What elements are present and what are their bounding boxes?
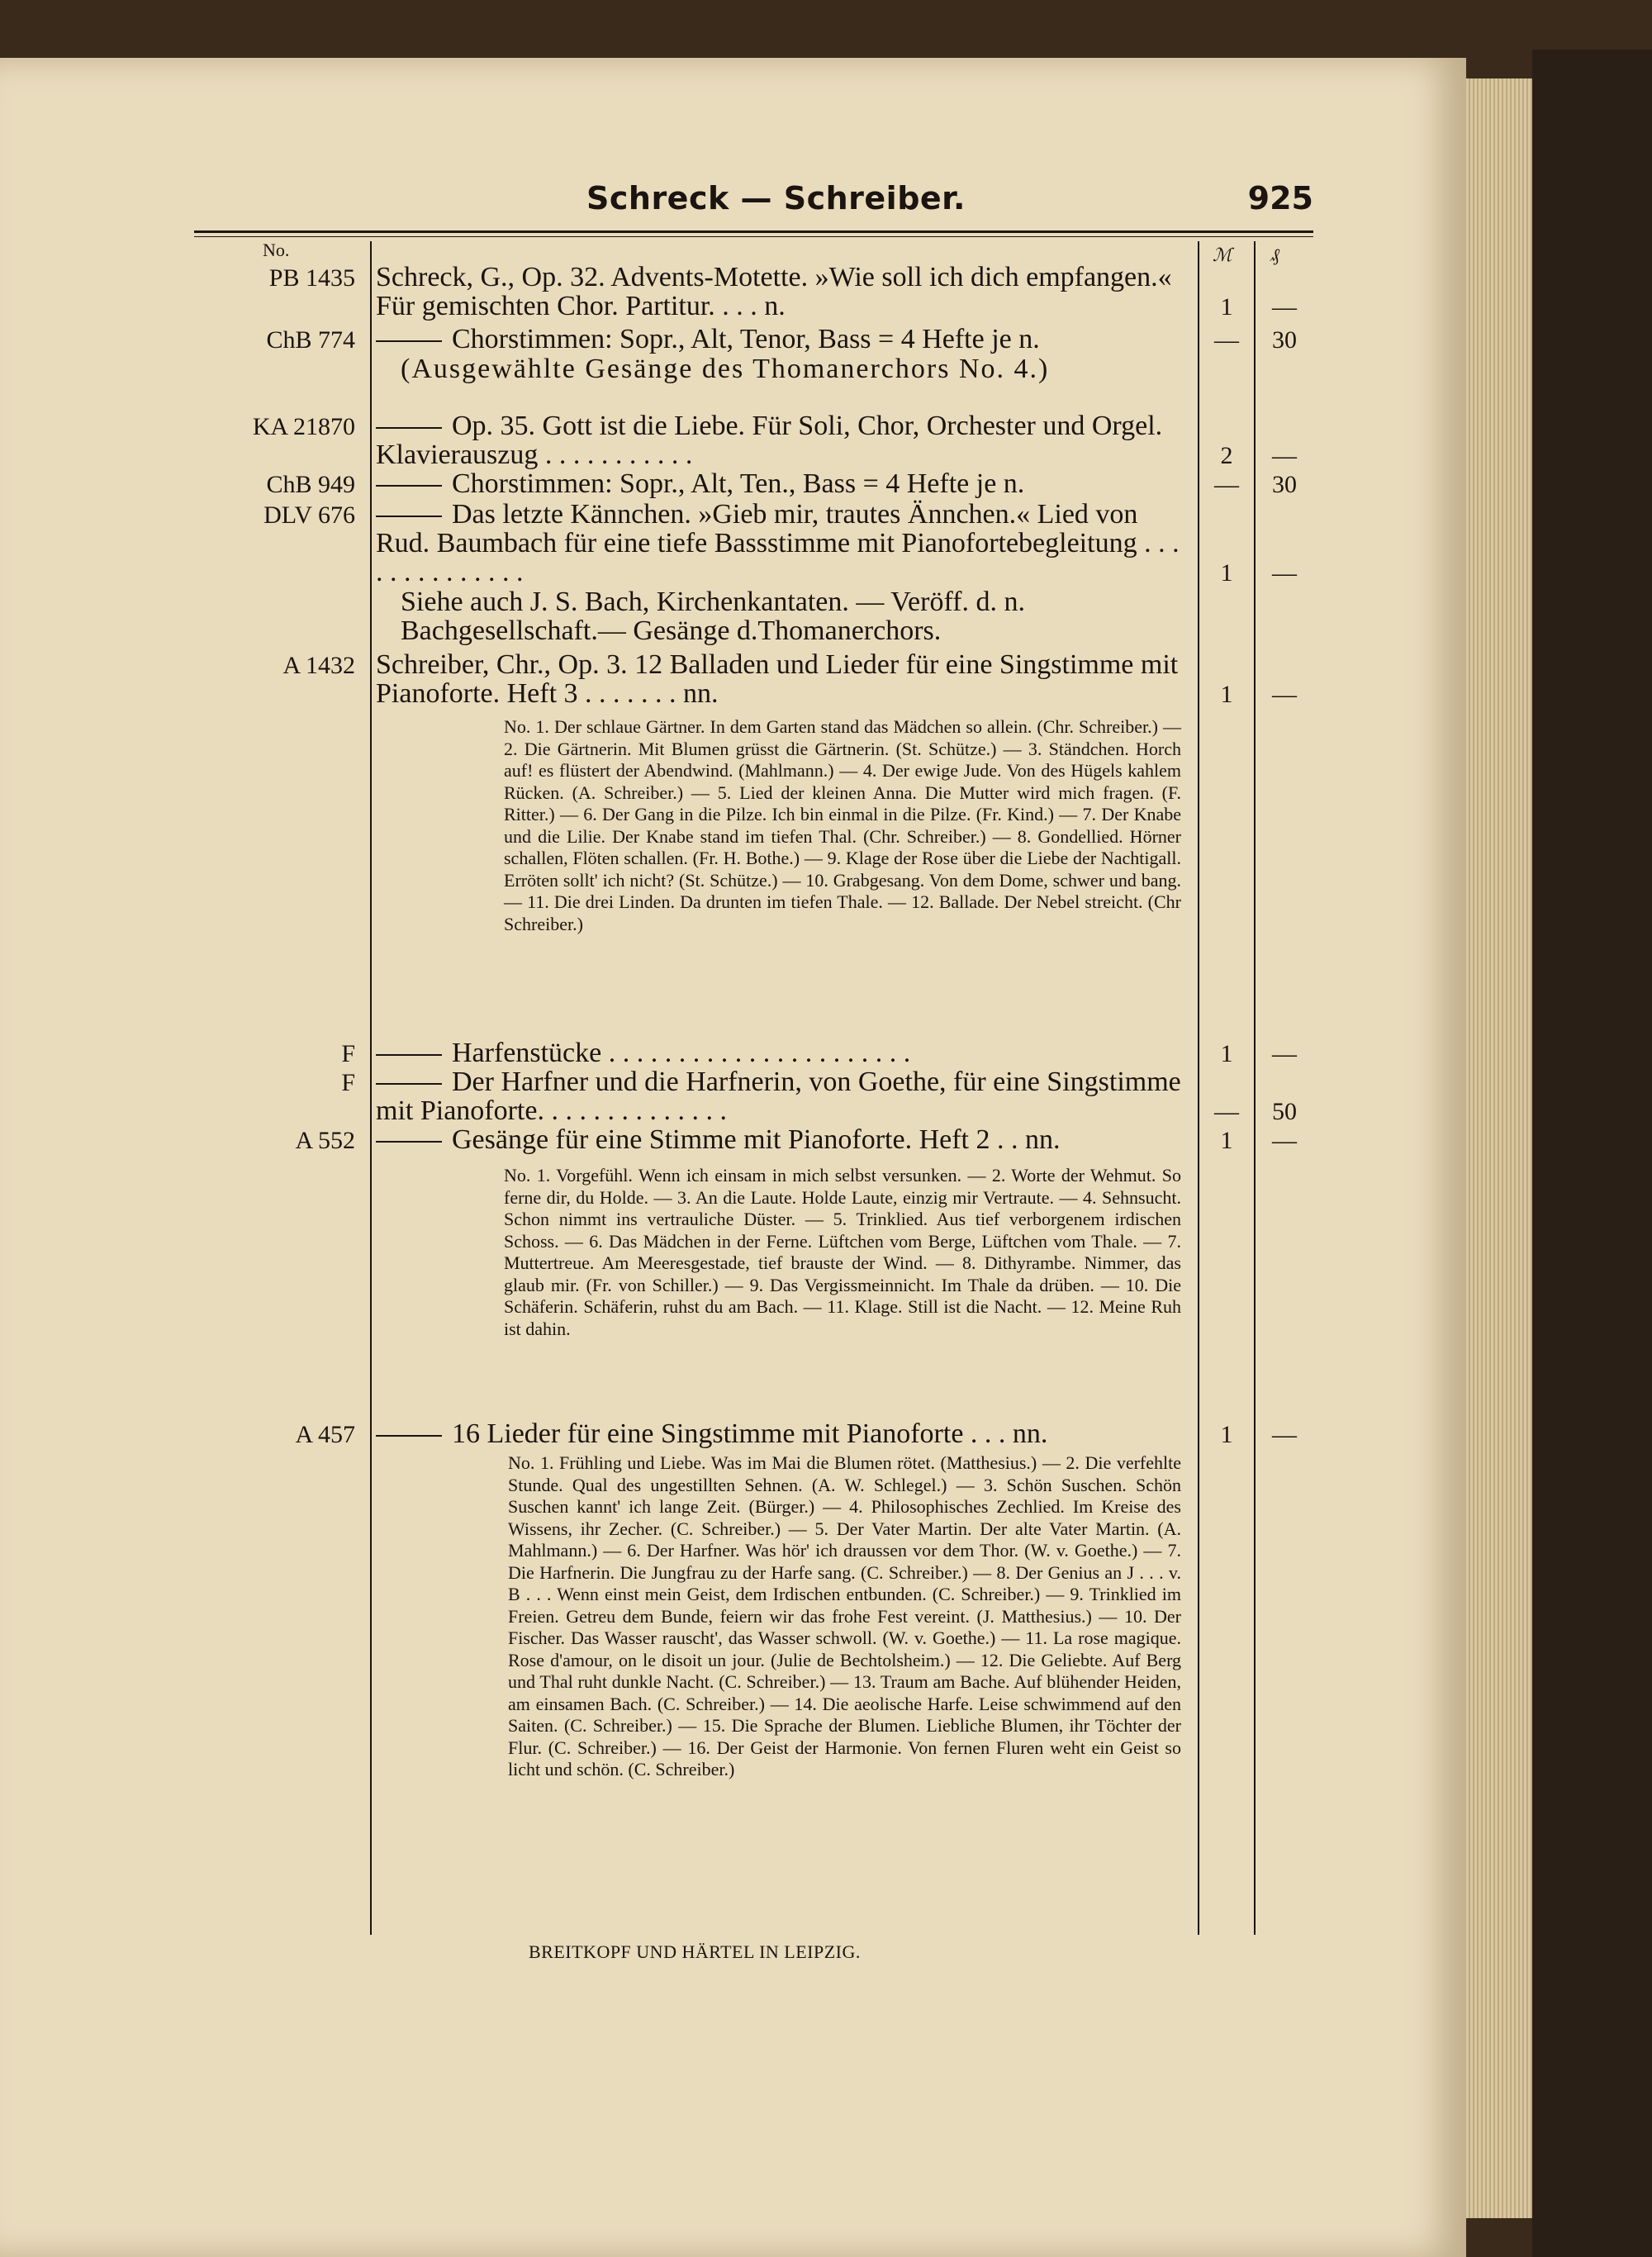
ditto-dash	[376, 340, 442, 342]
book-page	[0, 58, 1466, 2257]
price-mark: —	[1214, 471, 1239, 498]
ditto-dash	[376, 1054, 442, 1056]
entry-text: Schreiber, Chr., Op. 3. 12 Balladen und Lieder für eine Singstimme mit Pianoforte. Heft 3 . . . . . . . nn.	[376, 649, 1179, 709]
header-rule	[194, 230, 1313, 233]
entry-line	[376, 1125, 1189, 1154]
header-rule-thin	[194, 236, 1313, 237]
price-pfennig: —	[1272, 1040, 1297, 1067]
entry-text: Chorstimmen: Sopr., Alt, Ten., Bass = 4 Hefte je n.	[452, 468, 1025, 499]
entry-code: F	[341, 1040, 355, 1067]
price-mark: 1	[1220, 293, 1233, 321]
ditto-dash	[376, 516, 442, 517]
entry-code: ChB 774	[266, 326, 355, 354]
entry-code: PB 1435	[268, 264, 355, 292]
ditto-dash	[376, 1141, 442, 1143]
see-also-note: Siehe auch J. S. Bach, Kirchenkantaten. — Veröff. d. n. Bachgesellschaft.— Gesänge d.Thomanerchors.	[401, 587, 1026, 646]
entry-code: ChB 949	[266, 471, 355, 498]
entry-line	[376, 325, 1189, 354]
entry-text: Chorstimmen: Sopr., Alt, Tenor, Bass = 4 Hefte je n.	[452, 324, 1040, 354]
price-mark: —	[1214, 1098, 1239, 1125]
entry-line	[376, 500, 1189, 587]
price-pfennig: —	[1272, 293, 1297, 321]
page-header	[190, 180, 1313, 221]
entry-text: 16 Lieder für eine Singstimme mit Pianoforte . . . nn.	[452, 1418, 1048, 1449]
contents-list: No. 1. Der schlaue Gärtner. In dem Garten stand das Mädchen so allein. (Chr. Schreiber.) — 2. Die Gärtnerin. Mit Blumen grüsst die Gärtnerin. (St. Schütze.) — 3. Ständchen. Horch auf! es flüstert der Abendwind. (Mahlmann.) — 4. Der ewige Jude. Von des Hügels kahlem Rücken. (A. Schreiber.) — 5. Lied der kleinen Anna. Die Mutter wird mich fragen. (F. Ritter.) — 6. Der Gang in die Pilze. Ich bin einmal in die Pilze. (Fr. Kind.) — 7. Der Knabe und die Lilie. Der Knabe stand im tiefen Thal. (Chr. Schreiber.) — 8. Gondellied. Hörner schallen, Flöten schallen. (Fr. H. Bothe.) — 9. Klage der Rose über die Liebe der Nachtigall. Erröten sollt' ich nicht? (St. Schütze.) — 10. Grabgesang. Von dem Dome, schwer und bang. — 11. Die drei Linden. Da drunten im tiefen Thale. — 12. Ballade. Der Nebel streicht. (Chr Schreiber.)	[504, 716, 1181, 934]
contents-list: No. 1. Frühling und Liebe. Was im Mai die Blumen rötet. (Matthesius.) — 2. Die verfehlte Stunde. Qual des ungestillten Sehnen. (A. W. Schlegel.) — 3. Schön Suschen. Schön Suschen kannt' ich lange Zeit. (Bürger.) — 4. Philosophisches Zechlied. Im Kreise des Wissens, ihr Zecher. (C. Schreiber.) — 5. Der Vater Martin. Der alte Vater Martin. (A. Mahlmann.) — 6. Der Harfner. Was hör' ich draussen vor dem Thor. (W. v. Goethe.) — 7. Die Harfnerin. Die Jungfrau zu der Harfe sang. (C. Schreiber.) — 8. Der Genius an J . . . v. B . . . Wenn einst mein Geist, dem Irdischen entbunden. (C. Schreiber.) — 9. Trinklied im Freien. Getreu dem Bunde, feiern wir das frohe Fest vereint. (J. Matthesius.) — 10. Der Fischer. Das Wasser rauscht', das Wasser schwoll. (W. v. Goethe.) — 11. La rose magique. Rose d'amour, on le disoit un jour. (Julie de Bechtolsheim.) — 12. Die Geliebte. Auf Berg und Thal ruht dunkle Nacht. (C. Schreiber.) — 13. Traum am Bache. Auf blühender Heiden, am einsamen Bach. (C. Schreiber.) — 14. Die aeolische Harfe. Leise schwimmend auf den Saiten. (C. Schreiber.) — 15. Die Sprache der Blumen. Liebliche Blumen, ihr Töchter der Flur. (C. Schreiber.) — 16. Der Geist der Harmonie. Von fernen Fluren weht ein Geist so licht und schön. (C. Schreiber.)	[508, 1452, 1181, 1779]
page-number: 925	[1247, 180, 1313, 216]
ditto-dash	[376, 485, 442, 487]
contents-list: No. 1. Vorgefühl. Wenn ich einsam in mich selbst versunken. — 2. Worte der Wehmut. So ferne dir, du Holde. — 3. An die Laute. Holde Laute, einzig mir Vertraute. — 4. Sehnsucht. Schon nimmt ins vertrauliche Düster. — 5. Trinklied. Aus tief verborgenem irdischen Schoss. — 6. Das Mädchen in der Ferne. Lüftchen vom Berge, Lüftchen vom Thale. — 7. Muttertreue. Am Meeresgestade, tief brauste der Wind. — 8. Dithyrambe. Nimmer, das glaub mir. (Fr. von Schiller.) — 9. Das Vergissmeinnicht. Im Thale da drüben. — 10. Die Schäferin. Schäferin, ruhst du am Bach. — 11. Klage. Still ist die Nacht. — 12. Meine Ruh ist dahin.	[504, 1165, 1181, 1339]
price-pfennig: —	[1272, 681, 1297, 708]
entry-note: (Ausgewählte Gesänge des Thomanerchors No. 4.)	[401, 354, 1050, 384]
price-pfennig: —	[1272, 1127, 1297, 1154]
price-mark: —	[1214, 326, 1239, 354]
entry-text: Gesänge für eine Stimme mit Pianoforte. Heft 2 . . nn.	[452, 1124, 1061, 1155]
entry-text: Das letzte Kännchen. »Gieb mir, trautes Ännchen.« Lied von Rud. Baumbach für eine tiefe Bassstimme mit Pianofortebegleitung . . . . . . . . . . . . . .	[376, 499, 1180, 587]
entry-text: Op. 35. Gott ist die Liebe. Für Soli, Chor, Orchester und Orgel. Klavierauszug . . . . . . . . . . .	[376, 411, 1163, 470]
entry-code: KA 21870	[252, 413, 355, 440]
entry-text: Schreck, G., Op. 32. Advents-Motette. »Wie soll ich dich empfangen.« Für gemischten Chor. Partitur. . . . n.	[376, 262, 1172, 321]
column-header-no: No.	[263, 240, 290, 260]
ditto-dash	[376, 1083, 442, 1085]
entry-line	[376, 469, 1189, 498]
book-cover	[1532, 50, 1652, 2257]
entry-line	[376, 1419, 1189, 1448]
entry-line	[376, 1038, 1189, 1067]
price-mark: 1	[1220, 1421, 1233, 1448]
price-pfennig: 30	[1272, 471, 1297, 498]
running-title: Schreck — Schreiber.	[586, 180, 966, 216]
price-mark: 1	[1220, 681, 1233, 708]
column-header-pfennig: ₰	[1270, 245, 1279, 265]
ditto-dash	[376, 1435, 442, 1437]
entry-code: F	[341, 1069, 355, 1096]
publisher-footer: BREITKOPF UND HÄRTEL IN LEIPZIG.	[529, 1941, 861, 1962]
column-header-mark: ℳ	[1213, 245, 1232, 265]
entry-text: Harfenstücke . . . . . . . . . . . . . . . . . . . . . .	[452, 1038, 911, 1068]
entry-code: DLV 676	[263, 501, 355, 529]
entry-line	[376, 1067, 1189, 1125]
page-edges	[1466, 78, 1532, 2218]
price-mark: 1	[1220, 1127, 1233, 1154]
entry-code: A 552	[295, 1127, 355, 1154]
price-pfennig: 50	[1272, 1098, 1297, 1125]
entry-line	[376, 411, 1189, 469]
price-mark: 2	[1220, 442, 1233, 469]
price-pfennig: —	[1272, 442, 1297, 469]
price-mark: 1	[1220, 1040, 1233, 1067]
entry-code: A 1432	[282, 652, 355, 679]
entry-text: Der Harfner und die Harfnerin, von Goethe, für eine Singstimme mit Pianoforte. . . . . . . . . . . . . .	[376, 1067, 1181, 1126]
price-mark: 1	[1220, 559, 1233, 587]
ditto-dash	[376, 427, 442, 429]
price-pfennig: 30	[1272, 326, 1297, 354]
column-divider	[370, 241, 372, 1935]
entry-code: A 457	[295, 1421, 355, 1448]
price-pfennig: —	[1272, 559, 1297, 587]
price-pfennig: —	[1272, 1421, 1297, 1448]
